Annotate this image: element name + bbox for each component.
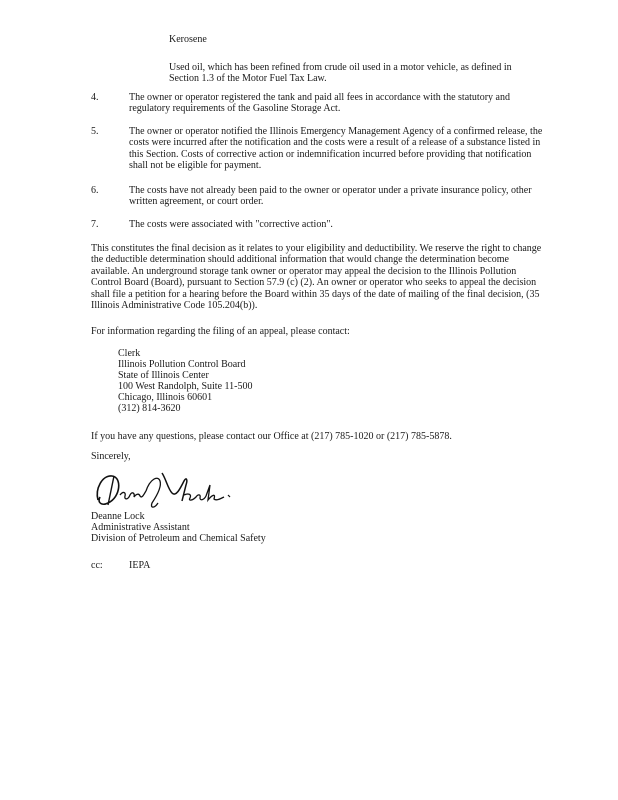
signature-graphic (92, 467, 242, 511)
appeal-intro: For information regarding the filing of an appeal, please contact: (91, 326, 350, 337)
address-line: 100 West Randolph, Suite 11-500 (118, 381, 253, 392)
condition-number: 6. (91, 185, 99, 196)
condition-number: 5. (91, 126, 99, 137)
address-line: (312) 814-3620 (118, 403, 181, 414)
address-line: Clerk (118, 348, 141, 359)
condition-text: The costs were associated with "corrective action". (129, 219, 333, 230)
cc-value: IEPA (129, 560, 151, 571)
condition-number: 7. (91, 219, 99, 230)
closing: Sincerely, (91, 451, 131, 462)
address-line: Illinois Pollution Control Board (118, 359, 246, 370)
handwritten-signature (92, 467, 242, 516)
condition-number: 4. (91, 92, 99, 103)
decision-paragraph: This constitutes the final decision as it relates to your eligibility and deductibility. We reserve the right to change the deductible determination should additional information that would change the determination become available. An underground storage tank owner or operator may appeal the decision to the Illinois Pollution Control Board (Board), pursuant to Section 57.9 (c) (2). An owner or operator who seeks to appeal the decision shall file a petition for a hearing before the Board within 35 days of the date of mailing of the final decision, (35 Illinois Administrative Code 105.204(b)). (91, 243, 542, 312)
condition-text: The owner or operator notified the Illinois Emergency Management Agency of a confirmed release, the costs were incurred after the notification and the costs were a result of a release of a substance listed in this Section. Costs of corrective action or indemnification incurred before providing that notification shall not be eligible for payment. (129, 126, 543, 172)
used-oil-item: Used oil, which has been refined from crude oil used in a motor vehicle, as defined in Section 1.3 of the Motor Fuel Tax Law. (169, 62, 512, 85)
cc-label: cc: (91, 560, 103, 571)
signer-name: Deanne Lock (91, 511, 145, 522)
address-line: State of Illinois Center (118, 370, 209, 381)
condition-text: The costs have not already been paid to the owner or operator under a private insurance policy, other written agreement, or court order. (129, 185, 532, 208)
condition-text: The owner or operator registered the tank and paid all fees in accordance with the statutory and regulatory requirements of the Gasoline Storage Act. (129, 92, 510, 115)
kerosene-heading: Kerosene (169, 34, 207, 45)
address-line: Chicago, Illinois 60601 (118, 392, 213, 403)
signer-division: Division of Petroleum and Chemical Safety (91, 533, 266, 544)
signer-title: Administrative Assistant (91, 522, 190, 533)
questions-text: If you have any questions, please contact our Office at (217) 785-1020 or (217) 785-5878. (91, 431, 452, 442)
